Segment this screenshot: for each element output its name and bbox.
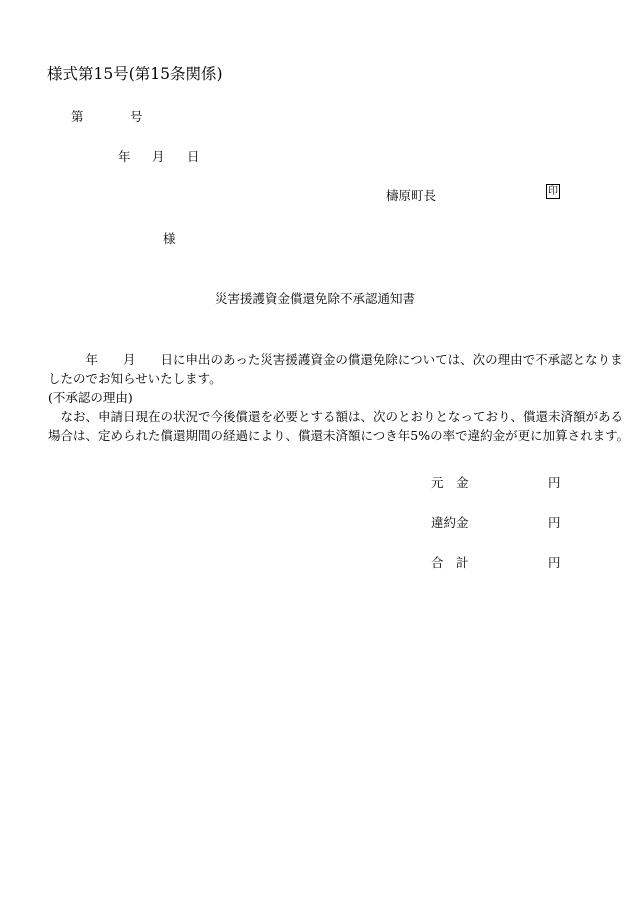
- notice-paragraph: [48, 350, 623, 388]
- document-number-prefix: 第: [71, 109, 84, 124]
- penalty-note-line-1: なお、申請日現在の状況で今後償還を必要とする額は、次のとおりとなっており、償還未済額がある: [48, 409, 624, 424]
- amount-label-penalty: 違約金: [431, 515, 469, 530]
- amount-label-principal: 元 金: [431, 475, 469, 490]
- notice-paragraph-line-1: 年 月 日に申出のあった災害援護資金の償還免除については、次の理由で不承認となりま: [48, 352, 623, 367]
- amount-unit-penalty: 円: [548, 515, 561, 530]
- penalty-note-line-2: 場合は、定められた償還期間の経過により、償還未済額につき年5%の率で違約金が更に加算されます。: [48, 428, 630, 443]
- reason-heading: (不承認の理由): [48, 390, 133, 405]
- recipient-honorific: 様: [163, 231, 176, 246]
- issuer-name: 檮原町長: [386, 188, 437, 203]
- document-number-suffix: 号: [130, 109, 143, 124]
- document-title: 災害援護資金償還免除不承認通知書: [214, 291, 415, 306]
- date-year-label: 年: [118, 149, 131, 164]
- official-seal-box: 印: [548, 186, 558, 197]
- reason-section: [48, 388, 630, 445]
- amount-unit-total: 円: [548, 555, 561, 570]
- amount-unit-principal: 円: [548, 475, 561, 490]
- date-month-label: 月: [152, 149, 165, 164]
- date-day-label: 日: [187, 149, 200, 164]
- notice-paragraph-line-2: したのでお知らせいたします。: [48, 371, 222, 386]
- amount-label-total: 合 計: [431, 555, 469, 570]
- form-number-title: 様式第15号(第15条関係): [47, 65, 223, 83]
